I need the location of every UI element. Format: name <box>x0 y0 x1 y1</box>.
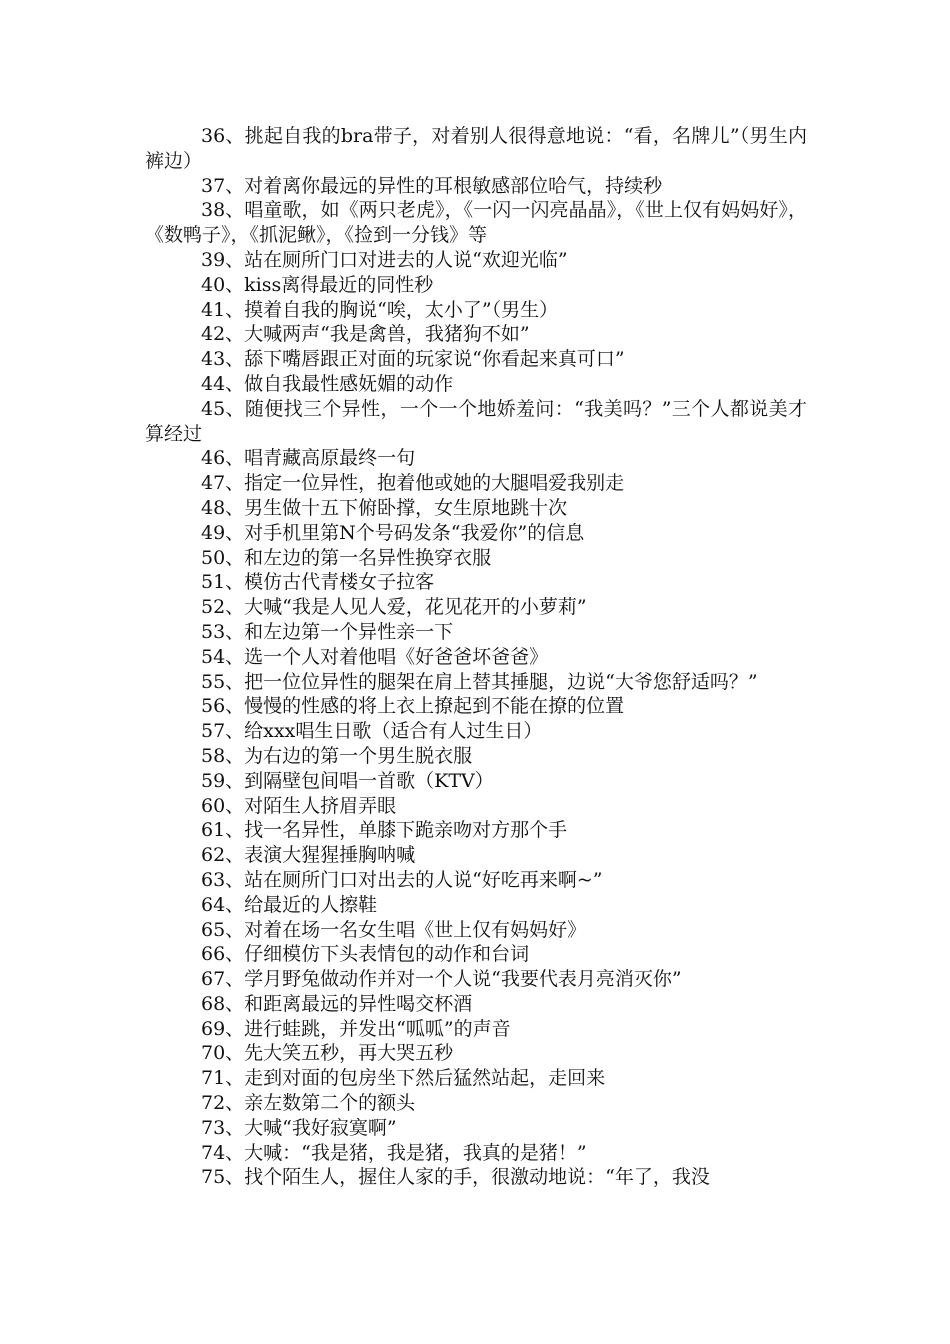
list-item: 65、对着在场一名女生唱《世上仅有妈妈好》 <box>201 918 587 941</box>
list-item: 38、唱童歌，如《两只老虎》，《一闪一闪亮晶晶》，《世上仅有妈妈好》，《数鸭子》，《抓泥鳅》，《捡到一分钱》等 <box>145 199 807 247</box>
list-item: 50、和左边的第一名异性换穿衣服 <box>201 546 492 569</box>
list-item: 68、和距离最远的异性喝交杯酒 <box>201 992 473 1015</box>
list-item: 45、随便找三个异性，一个一个地娇羞问：“我美吗？”三个人都说美才算经过 <box>145 397 807 445</box>
list-item: 59、到隔壁包间唱一首歌（KTV） <box>201 769 494 792</box>
list-item: 55、把一位位异性的腿架在肩上替其捶腿，边说“大爷您舒适吗？” <box>201 670 758 693</box>
list-item: 73、大喊“我好寂寞啊” <box>201 1116 397 1139</box>
list-item: 48、男生做十五下俯卧撑，女生原地跳十次 <box>201 496 568 519</box>
list-item: 70、先大笑五秒，再大哭五秒 <box>201 1042 454 1065</box>
list-item: 62、表演大猩猩捶胸呐喊 <box>201 844 416 867</box>
list-item: 43、舔下嘴唇跟正对面的玩家说“你看起来真可口” <box>201 348 625 371</box>
list-item: 49、对手机里第N个号码发条“我爱你”的信息 <box>201 521 585 544</box>
list-item: 72、亲左数第二个的额头 <box>201 1092 416 1115</box>
list-item: 63、站在厕所门口对出去的人说“好吃再来啊~” <box>201 868 603 891</box>
list-item: 69、进行蛙跳，并发出“呱呱”的声音 <box>201 1017 511 1040</box>
list-item: 53、和左边第一个异性亲一下 <box>201 620 454 643</box>
list-item: 42、大喊两声“我是禽兽，我猪狗不如” <box>201 323 530 346</box>
list-item: 44、做自我最性感妩媚的动作 <box>201 372 454 395</box>
list-item: 40、kiss离得最近的同性秒 <box>201 273 434 296</box>
list-item: 57、给xxx唱生日歌（适合有人过生日） <box>201 720 543 743</box>
list-item: 51、模仿古代青楼女子拉客 <box>201 571 435 594</box>
list-item: 56、慢慢的性感的将上衣上撩起到不能在撩的位置 <box>201 695 625 718</box>
list-item: 71、走到对面的包房坐下然后猛然站起，走回来 <box>201 1067 606 1090</box>
list-item: 58、为右边的第一个男生脱衣服 <box>201 744 473 767</box>
list-item: 47、指定一位异性，抱着他或她的大腿唱爱我别走 <box>201 472 625 495</box>
list-item: 39、站在厕所门口对进去的人说“欢迎光临” <box>201 248 568 271</box>
list-item: 41、摸着自我的胸说“唉，太小了”（男生） <box>201 298 559 321</box>
list-item: 46、唱青藏高原最终一句 <box>201 447 416 470</box>
list-item: 61、找一名异性，单膝下跪亲吻对方那个手 <box>201 819 568 842</box>
list-item: 67、学月野兔做动作并对一个人说“我要代表月亮消灭你” <box>201 968 682 991</box>
list-item: 37、对着离你最远的异性的耳根敏感部位哈气，持续秒 <box>201 174 663 197</box>
list-item: 64、给最近的人擦鞋 <box>201 893 378 916</box>
list-item: 60、对陌生人挤眉弄眼 <box>201 794 397 817</box>
list-item: 54、选一个人对着他唱《好爸爸坏爸爸》 <box>201 645 549 668</box>
list-item: 75、找个陌生人，握住人家的手，很激动地说：“年了，我没 <box>201 1166 710 1189</box>
list-item: 74、大喊：“我是猪，我是猪，我真的是猪！” <box>201 1141 587 1164</box>
list-item: 52、大喊“我是人见人爱，花见花开的小萝莉” <box>201 596 587 619</box>
list-item: 66、仔细模仿下头表情包的动作和台词 <box>201 943 530 966</box>
document-body <box>145 124 807 1190</box>
list-item: 36、挑起自我的bra带子，对着别人很得意地说：“看，名牌儿”（男生内裤边） <box>145 125 807 172</box>
